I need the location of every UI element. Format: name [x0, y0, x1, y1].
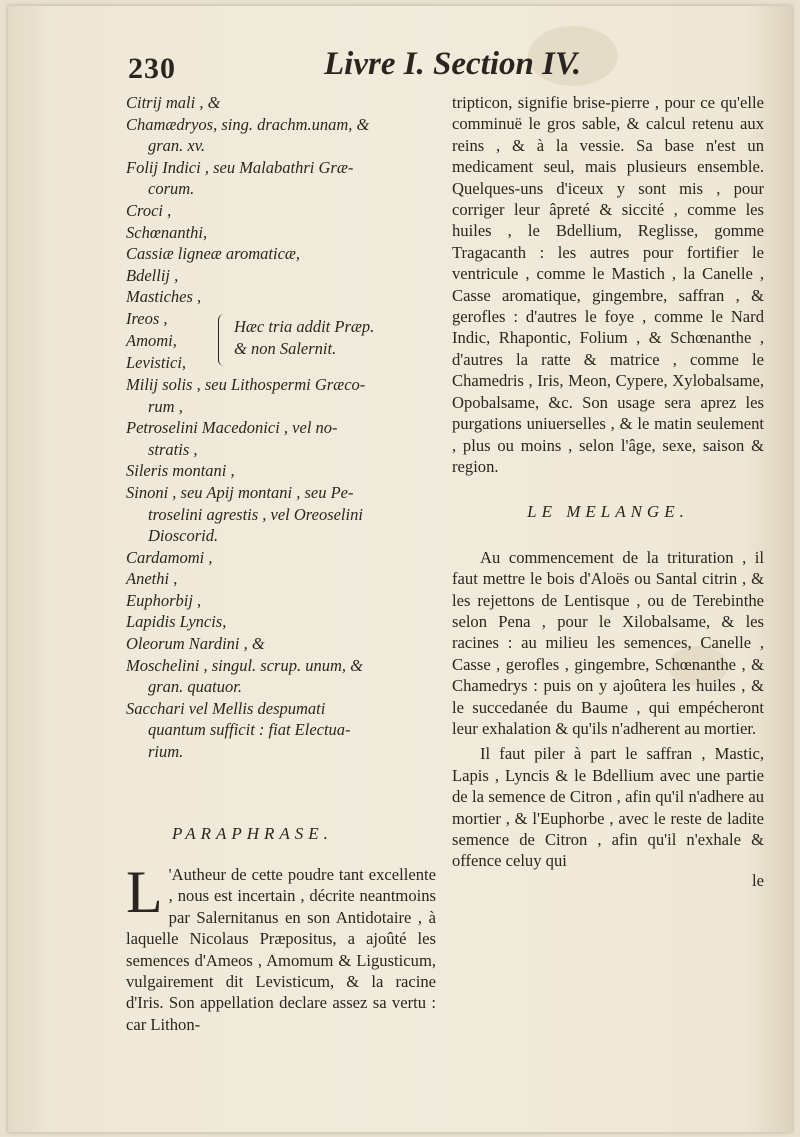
ingredient-line: Oleorum Nardini , & [126, 634, 265, 654]
ingredient-line: Bdellij , [126, 265, 179, 285]
ingredient-line: Chamædryos, sing. drachm.unam, & [126, 114, 370, 134]
ingredient-line: Citrij mali , & [126, 93, 221, 112]
ingredient-line: Folij Indici , seu Malabathri Græ- [126, 157, 354, 177]
ingredient-line: troselini agrestis , vel Oreoselini [148, 504, 363, 524]
ingredient-line: Anethi , [126, 569, 178, 589]
ingredient-line: gran. xv. [148, 136, 205, 156]
ingredient-line: stratis , [148, 439, 198, 459]
ingredient-line: gran. quatuor. [148, 677, 242, 697]
page-header [128, 46, 748, 90]
ingredient-line: Cassiæ ligneæ aromaticæ, [126, 244, 301, 264]
curly-brace [218, 314, 229, 366]
commentary-column [452, 92, 764, 891]
paraphrase-paragraph [126, 859, 436, 1035]
ingredient-line: Amomi, [126, 330, 177, 350]
section-heading-melange: LE MELANGE. [527, 502, 689, 522]
commentary-paragraph: tripticon, signifie brise-pierre , pour ce qu'elle comminuë le gros sable, & calcul retenu aux reins , & à la vessie. Sa base n'est un medicament seul, mais plusieurs ensemble. Quelques-uns d'iceux y sont mis , pour corriger leur âpreté & siccité , comme les huiles , le Bdellium, Reglisse, gomme Tragacanth : les autres pour fortifier le ventricule , comme le Mastich , la Canelle , Casse aromatique, gingembre, saffran , & gerofles : d'autres le foye , comme le Nard Indic, Rhapontic, Folium , & Schœnanthe , d'autres la ratte & matrice , comme le Chamedris , Iris, Meon, Cypere, Xylobalsame, Opobalsame, &c. Son usage sera aprez les purgations uniuerselles , & le matin seulement , plus ou moins , selon l'âge, sexe, saison & region. [452, 93, 764, 476]
ingredient-line: Ireos , [126, 308, 168, 328]
ingredient-line: Euphorbij , [126, 590, 202, 610]
ingredient-line: Sinoni , seu Apij montani , seu Pe- [126, 482, 354, 502]
drop-capital: L [126, 859, 163, 925]
ingredient-line: Cardamomi , [126, 547, 213, 567]
ingredient-line: Sacchari vel Mellis despumati [126, 698, 326, 718]
ingredient-line: rium. [148, 742, 184, 762]
section-heading-paraphrase: PARAPHRASE. [172, 824, 333, 843]
ingredient-line: Croci , [126, 200, 172, 220]
recipe-column [126, 92, 438, 763]
ingredient-line: Levistici, [126, 352, 187, 372]
book-page [8, 6, 792, 1132]
ingredient-line: Lapidis Lyncis, [126, 612, 227, 632]
bracketed-ingredients [126, 308, 438, 374]
page-number: 230 [128, 52, 176, 85]
ingredient-line: Moschelini , singul. scrup. unum, & [126, 655, 363, 675]
paraphrase-text: 'Autheur de cette poudre tant excellente , nous est incertain , décrite neantmoins par Salernitanus en son Antidotaire , à laquelle Nicolaus Præpositus, a ajoûté les semences d'Ameos , Amomum & Ligusticum, vulgairement dit Levisticum, & la racine d'Iris. Son appellation declare assez sa vertu : car Lithon- [126, 865, 436, 1034]
ingredient-line: corum. [148, 179, 195, 199]
catchword: le [752, 870, 764, 890]
ingredient-line: Sileris montani , [126, 461, 235, 481]
running-title: Livre I. Section IV. [324, 46, 581, 82]
commentary-paragraph: Il faut piler à part le saffran , Mastic, Lapis , Lyncis & le Bdellium avec une partie de la semence de Citron , afin qu'il n'adhere au mortier , & l'Euphorbe , avec le reste de ladite semence de Citron , afin qu'il n'exhale & offence celuy qui [452, 744, 764, 871]
ingredient-line: quantum sufficit : fiat Electua- [148, 720, 351, 740]
ingredient-line: Mastiches , [126, 287, 202, 307]
ingredient-line: Petroselini Macedonici , vel no- [126, 418, 338, 438]
ingredient-line: Dioscorid. [148, 526, 219, 546]
ingredient-line: Schœnanthi, [126, 222, 208, 242]
commentary-paragraph: Au commencement de la trituration , il faut mettre le bois d'Aloës ou Santal citrin , & les rejettons de Lentisque , ou de Terebinthe selon Pena , pour le Xilobalsame, & les racines : au milieu les semences, Canelle , Casse , gerofles , gingembre, Schœnanthe , & Chamedrys : puis on y ajoûtera les huiles , & le succedanée du Baume , qui empécheront leur exhalation & qu'ils n'adherent au mortier. [452, 547, 764, 738]
ingredient-line: rum , [148, 396, 183, 416]
bracket-note: Hæc tria addit Præp. [234, 316, 375, 336]
ingredient-line: Milij solis , seu Lithospermi Græco- [126, 374, 366, 394]
bracket-note: & non Salernit. [234, 338, 337, 358]
